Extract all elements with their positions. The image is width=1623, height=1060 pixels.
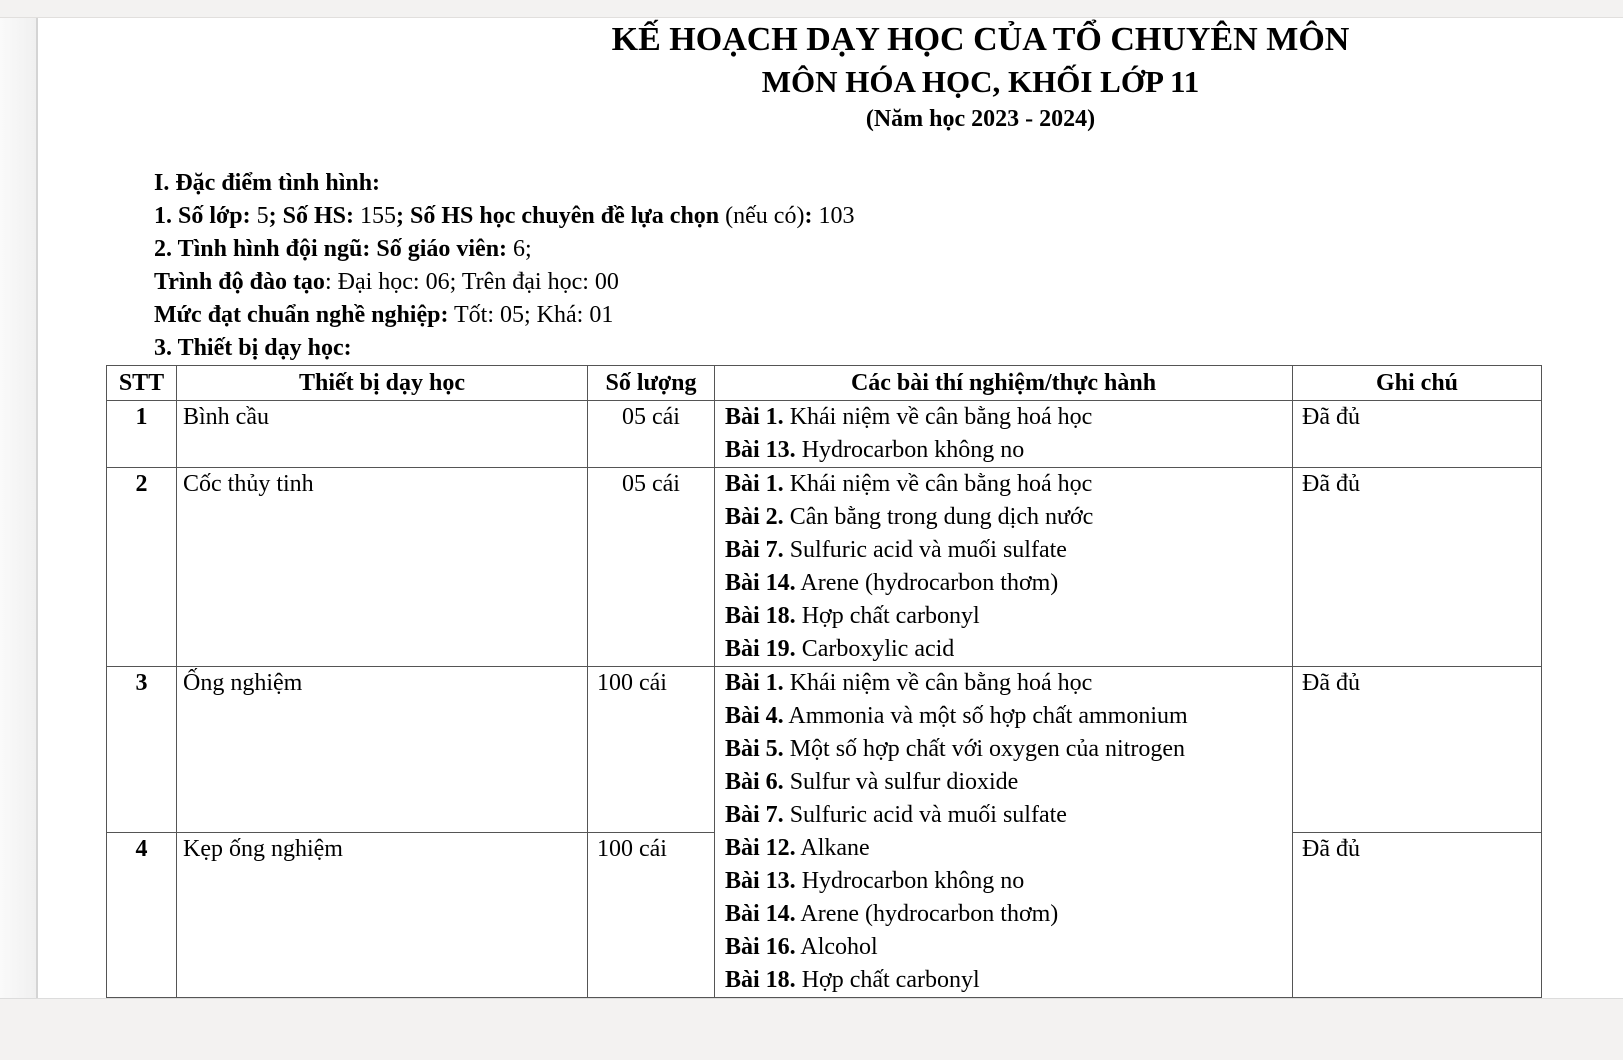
staff-line bbox=[154, 233, 1623, 266]
experiment-number: Bài 13. bbox=[725, 868, 796, 894]
experiment-number: Bài 5. bbox=[725, 736, 784, 762]
class-stats-line bbox=[154, 200, 1623, 233]
experiment-item bbox=[725, 401, 1292, 434]
experiment-item bbox=[725, 733, 1292, 766]
row-device: Ống nghiệm bbox=[177, 667, 588, 833]
experiment-name: Cân bằng trong dung dịch nước bbox=[783, 504, 1094, 530]
row-note: Đã đủ bbox=[1293, 832, 1542, 998]
experiment-number: Bài 12. bbox=[725, 835, 796, 861]
experiment-item bbox=[725, 700, 1292, 733]
app-bottom-bar bbox=[0, 998, 1623, 1012]
table-header-row bbox=[107, 366, 1542, 401]
experiment-number: Bài 14. bbox=[725, 570, 796, 596]
row-quantity: 100 cái bbox=[588, 832, 715, 998]
experiment-number: Bài 13. bbox=[725, 437, 796, 463]
table-row bbox=[107, 667, 1542, 833]
experiment-item bbox=[725, 865, 1292, 898]
experiment-number: Bài 1. bbox=[725, 404, 784, 430]
experiment-number: Bài 7. bbox=[725, 537, 784, 563]
experiment-number: Bài 4. bbox=[725, 703, 784, 729]
experiment-name: Sulfur và sulfur dioxide bbox=[783, 769, 1019, 795]
row-note: Đã đủ bbox=[1293, 667, 1542, 833]
experiment-name: Hydrocarbon không no bbox=[795, 868, 1025, 894]
row-note: Đã đủ bbox=[1293, 401, 1542, 468]
experiment-item bbox=[725, 600, 1292, 633]
row-stt: 3 bbox=[107, 667, 177, 833]
elective-note: (nếu có) bbox=[719, 203, 805, 229]
app-top-bar bbox=[0, 0, 1623, 18]
experiment-name: Hợp chất carbonyl bbox=[795, 603, 980, 629]
row-stt: 1 bbox=[107, 401, 177, 468]
experiment-number: Bài 7. bbox=[725, 802, 784, 828]
header-stt: STT bbox=[107, 366, 177, 401]
experiment-item bbox=[725, 468, 1292, 501]
experiment-item bbox=[725, 567, 1292, 600]
experiment-number: Bài 1. bbox=[725, 670, 784, 696]
experiment-name: Khái niệm về cân bằng hoá học bbox=[783, 670, 1093, 696]
experiment-number: Bài 19. bbox=[725, 636, 796, 662]
experiment-item bbox=[725, 964, 1292, 997]
education-value: : Đại học: 06; Trên đại học: 00 bbox=[324, 269, 619, 295]
row-device: Cốc thủy tinh bbox=[177, 468, 588, 667]
header-quantity: Số lượng bbox=[588, 366, 715, 401]
classes-label: 1. Số lớp: bbox=[154, 203, 251, 229]
standard-line bbox=[154, 299, 1623, 332]
experiment-number: Bài 18. bbox=[725, 603, 796, 629]
table-row bbox=[107, 401, 1542, 468]
experiment-item bbox=[725, 633, 1292, 666]
elective-value: 103 bbox=[812, 203, 855, 229]
header-note: Ghi chú bbox=[1293, 366, 1542, 401]
experiment-name: Alcohol bbox=[795, 934, 878, 960]
experiment-name: Alkane bbox=[795, 835, 870, 861]
document-frame bbox=[0, 18, 1623, 998]
elective-colon: : bbox=[804, 203, 813, 229]
experiment-name: Arene (hydrocarbon thơm) bbox=[795, 570, 1059, 596]
row-experiments bbox=[715, 401, 1293, 468]
students-label: ; Số HS: bbox=[268, 203, 355, 229]
row-device: Bình cầu bbox=[177, 401, 588, 468]
row-stt: 2 bbox=[107, 468, 177, 667]
education-label: Trình độ đào tạo bbox=[154, 269, 325, 295]
row-quantity: 100 cái bbox=[588, 667, 715, 833]
left-gutter bbox=[0, 18, 36, 998]
row-experiments bbox=[715, 468, 1293, 667]
document-title: KẾ HOẠCH DẠY HỌC CỦA TỔ CHUYÊN MÔN bbox=[611, 21, 1350, 58]
experiment-item bbox=[725, 534, 1292, 567]
experiment-number: Bài 16. bbox=[725, 934, 796, 960]
row-device: Kẹp ống nghiệm bbox=[177, 832, 588, 998]
education-line bbox=[154, 266, 1623, 299]
staff-label: 2. Tình hình đội ngũ: Số giáo viên: bbox=[154, 236, 508, 262]
classes-value: 5 bbox=[250, 203, 269, 229]
row-quantity: 05 cái bbox=[588, 468, 715, 667]
experiment-name: Khái niệm về cân bằng hoá học bbox=[783, 404, 1093, 430]
experiment-item bbox=[725, 667, 1292, 700]
experiment-name: Khái niệm về cân bằng hoá học bbox=[783, 471, 1093, 497]
document-subtitle: MÔN HÓA HỌC, KHỐI LỚP 11 bbox=[761, 64, 1200, 99]
school-year: (Năm học 2023 - 2024) bbox=[865, 106, 1096, 132]
experiment-item bbox=[725, 832, 1292, 865]
experiment-number: Bài 6. bbox=[725, 769, 784, 795]
experiment-name: Hydrocarbon không no bbox=[795, 437, 1025, 463]
experiment-item bbox=[725, 898, 1292, 931]
standard-value: Tốt: 05; Khá: 01 bbox=[448, 302, 614, 328]
header-device: Thiết bị dạy học bbox=[177, 366, 588, 401]
experiment-number: Bài 18. bbox=[725, 967, 796, 993]
experiment-name: Một số hợp chất với oxygen của nitrogen bbox=[783, 736, 1185, 762]
document-page bbox=[36, 18, 1623, 998]
experiment-name: Arene (hydrocarbon thơm) bbox=[795, 901, 1059, 927]
experiment-name: Hợp chất carbonyl bbox=[795, 967, 980, 993]
section-heading-3: 3. Thiết bị dạy học: bbox=[154, 335, 352, 361]
equipment-table bbox=[106, 365, 1542, 998]
experiment-number: Bài 1. bbox=[725, 471, 784, 497]
title-block bbox=[38, 18, 1623, 134]
section-heading-1: I. Đặc điểm tình hình: bbox=[154, 170, 381, 196]
row-quantity: 05 cái bbox=[588, 401, 715, 468]
experiment-name: Sulfuric acid và muối sulfate bbox=[783, 802, 1067, 828]
experiment-name: Ammonia và một số hợp chất ammonium bbox=[783, 703, 1188, 729]
experiment-item bbox=[725, 799, 1292, 832]
elective-label: ; Số HS học chuyên đề lựa chọn bbox=[396, 203, 720, 229]
row-stt: 4 bbox=[107, 832, 177, 998]
experiment-item bbox=[725, 766, 1292, 799]
experiment-number: Bài 2. bbox=[725, 504, 784, 530]
experiment-number: Bài 14. bbox=[725, 901, 796, 927]
situation-section bbox=[154, 167, 1623, 365]
header-experiments: Các bài thí nghiệm/thực hành bbox=[715, 366, 1293, 401]
table-row bbox=[107, 468, 1542, 667]
experiment-item bbox=[725, 931, 1292, 964]
experiment-name: Carboxylic acid bbox=[795, 636, 955, 662]
students-value: 155 bbox=[354, 203, 397, 229]
row-experiments-shared bbox=[715, 667, 1293, 998]
experiment-item bbox=[725, 501, 1292, 534]
experiment-name: Sulfuric acid và muối sulfate bbox=[783, 537, 1067, 563]
standard-label: Mức đạt chuẩn nghề nghiệp: bbox=[154, 302, 449, 328]
row-note: Đã đủ bbox=[1293, 468, 1542, 667]
staff-value: 6; bbox=[507, 236, 532, 262]
experiment-item bbox=[725, 434, 1292, 467]
